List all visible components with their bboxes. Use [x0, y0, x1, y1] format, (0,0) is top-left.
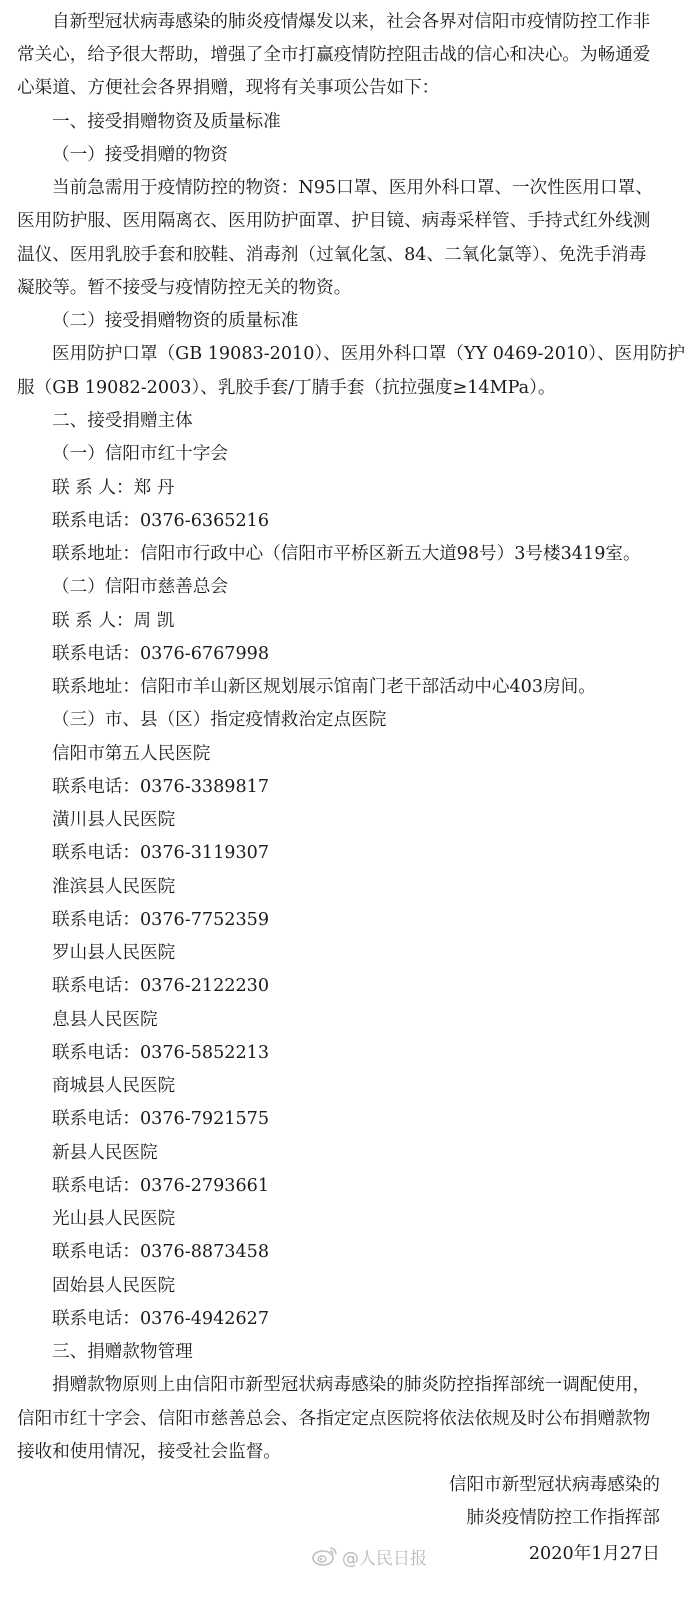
intro-line-2: 常关心，给予很大帮助，增强了全市打赢疫情防控阻击战的信心和决心。为畅通爱	[17, 45, 651, 65]
section1-sub1-title: （一）接受捐赠的物资	[52, 145, 228, 165]
charity-address: 联系地址：信阳市羊山新区规划展示馆南门老干部活动中心403房间。	[52, 677, 596, 697]
section1-sub2-line-1: 医用防护口罩（GB 19083-2010）、医用外科口罩（YY 0469-2010）、医用防护	[52, 344, 686, 364]
section1-sub2-line-2: 服（GB 19082-2003）、乳胶手套/丁腈手套（抗拉强度≥14MPa）。	[17, 378, 556, 398]
hospital-phone: 联系电话：0376-2122230	[52, 976, 270, 996]
signature-line-1: 信阳市新型冠状病毒感染的	[448, 1475, 660, 1495]
hospital-name: 商城县人民医院	[52, 1076, 176, 1096]
hospital-phone: 联系电话：0376-8873458	[52, 1242, 270, 1262]
signature-date: 2020年1月27日	[528, 1544, 660, 1564]
hospital-name: 潢川县人民医院	[52, 810, 176, 830]
redcross-address: 联系地址：信阳市行政中心（信阳市平桥区新五大道98号）3号楼3419室。	[52, 544, 641, 564]
section1-sub1-line-3: 温仪、医用乳胶手套和胶鞋、消毒剂（过氧化氢、84、二氧化氯等）、免洗手消毒	[17, 245, 647, 265]
hospital-phone: 联系电话：0376-5852213	[52, 1043, 270, 1063]
weibo-icon	[312, 1545, 338, 1567]
section1-sub1-line-2: 医用防护服、医用隔离衣、医用防护面罩、护目镜、病毒采样管、手持式红外线测	[17, 211, 651, 231]
section3-title: 三、捐赠款物管理	[52, 1342, 193, 1362]
hospital-name: 信阳市第五人民医院	[52, 744, 211, 764]
signature-line-2: 肺炎疫情防控工作指挥部	[466, 1508, 660, 1528]
hospital-phone: 联系电话：0376-4942627	[52, 1309, 270, 1329]
section2-title: 二、接受捐赠主体	[52, 411, 193, 431]
hospital-phone: 联系电话：0376-7921575	[52, 1109, 270, 1129]
hospital-name: 息县人民医院	[52, 1010, 158, 1030]
hospital-name: 新县人民医院	[52, 1143, 158, 1163]
redcross-phone: 联系电话：0376-6365216	[52, 511, 270, 531]
section1-sub1-line-1: 当前急需用于疫情防控的物资：N95口罩、医用外科口罩、一次性医用口罩、	[52, 178, 653, 198]
section3-line-3: 接收和使用情况，接受社会监督。	[17, 1442, 281, 1462]
hospital-name: 罗山县人民医院	[52, 943, 176, 963]
weibo-watermark	[312, 1544, 427, 1568]
section1-sub2-title: （二）接受捐赠物资的质量标准	[52, 311, 299, 331]
section1-title: 一、接受捐赠物资及质量标准	[52, 112, 281, 132]
hospital-phone: 联系电话：0376-3389817	[52, 777, 270, 797]
hospital-name: 光山县人民医院	[52, 1209, 176, 1229]
intro-line-1: 自新型冠状病毒感染的肺炎疫情爆发以来，社会各界对信阳市疫情防控工作非	[52, 12, 651, 32]
charity-contact: 联 系 人：周 凯	[52, 611, 175, 631]
hospital-phone: 联系电话：0376-2793661	[52, 1176, 270, 1196]
hospital-phone: 联系电话：0376-3119307	[52, 843, 270, 863]
section3-line-1: 捐赠款物原则上由信阳市新型冠状病毒感染的肺炎防控指挥部统一调配使用，	[52, 1375, 651, 1395]
hospital-name: 淮滨县人民医院	[52, 877, 176, 897]
redcross-contact: 联 系 人：郑 丹	[52, 478, 175, 498]
charity-phone: 联系电话：0376-6767998	[52, 644, 270, 664]
hospital-name: 固始县人民医院	[52, 1276, 176, 1296]
charity-title: （二）信阳市慈善总会	[52, 577, 228, 597]
section3-line-2: 信阳市红十字会、信阳市慈善总会、各指定定点医院将依法依规及时公布捐赠款物	[17, 1409, 651, 1429]
intro-line-3: 心渠道、方便社会各界捐赠，现将有关事项公告如下：	[17, 78, 440, 98]
hospitals-title: （三）市、县（区）指定疫情救治定点医院	[52, 710, 387, 730]
hospital-phone: 联系电话：0376-7752359	[52, 910, 270, 930]
watermark-text: @人民日报	[342, 1548, 427, 1569]
section1-sub1-line-4: 凝胶等。暂不接受与疫情防控无关的物资。	[17, 278, 352, 298]
redcross-title: （一）信阳市红十字会	[52, 444, 228, 464]
